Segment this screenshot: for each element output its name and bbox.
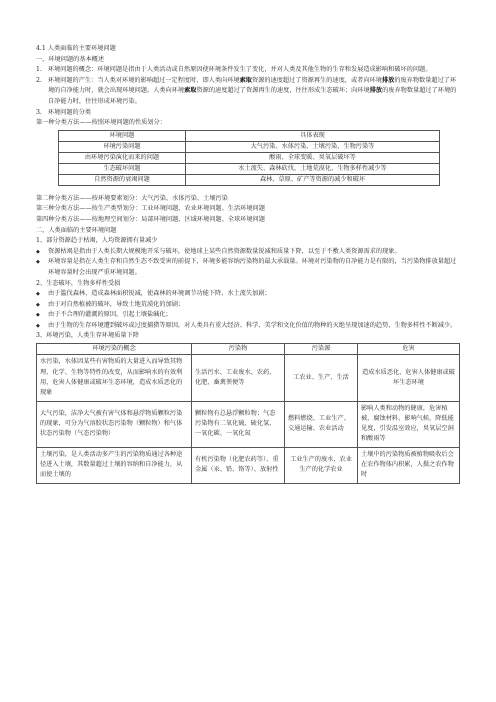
table-row	[59, 152, 440, 163]
keyword: 索取	[184, 87, 197, 95]
problems-table	[58, 130, 440, 186]
table-row	[37, 447, 460, 483]
bullet-item: ◆ 由于滥伐森林，造成森林面积锐减，使森林的环境调节功能下降，水土流失加剧；	[36, 289, 460, 300]
subheading-pollution: 3、环境污染，人类生存环境质量下降	[36, 332, 139, 340]
table-row	[59, 174, 440, 185]
keyword: 排放	[369, 87, 383, 95]
item-text: 的废弃物数量超过了环境的自净能力时，就会出现环境问题。人类向环境	[48, 76, 457, 95]
item-text: 环境问题的分类	[47, 108, 92, 116]
table-cell: 由环境污染演化而来的问题	[59, 152, 186, 163]
table-cell: 造成水质恶化、危害人体健康或破坏生态环境	[358, 355, 460, 401]
table-cell: 生态破坏问题	[59, 163, 186, 174]
table-cell: 森林、草原、矿产等资源的减少和破坏	[186, 174, 440, 185]
heading-main-problems: 二，人类面临的主要环境问题	[36, 226, 117, 234]
table-cell: 燃料燃烧、工业生产、交通运输、农业活动	[285, 401, 358, 447]
classification-1: 第一种分类方法——按照环境问题的性质划分：	[36, 119, 166, 127]
table-header: 环境污染的概念	[37, 344, 192, 355]
item-text: 环境问题的概念：环境问题是指由于人类活动或自然原因使环境条件发生了变化，并对人类及其他生物的生存和发展造成影响和破坏的问题。	[47, 66, 432, 74]
section-title: 4.1 人类面临的主要环境问题	[36, 45, 116, 52]
item-text: 环境问题的产生：当人类对环境的影响超过一定程度时，即人类向环境	[47, 76, 240, 84]
table-cell: 工农业、生产、生活	[285, 355, 358, 401]
table-cell: 水土流失、森林砍伐、土地荒漠化、生物多样性减少等	[186, 163, 440, 174]
table-cell: 颗粒物有总悬浮颗粒物；气态污染物有二氧化硫、硫化氢、一氧化碳、一氧化氮	[192, 401, 285, 447]
keyword: 索取	[239, 76, 252, 84]
item-origin	[36, 76, 460, 108]
table-header: 环境问题	[59, 130, 186, 141]
item-concept	[36, 65, 460, 76]
heading-overview: 一，环境问题的基本概述	[36, 55, 105, 63]
subheading-resources: 1、部分资源趋于枯竭，人均资源拥有量减少	[36, 237, 158, 245]
classification-3: 第三种分类方法——按生产类型划分：工业环境问题、农业环境问题、生活环境问题	[36, 205, 265, 213]
item-text: 资源的速度超过了资源再生的速度，或者向环境	[252, 76, 382, 84]
table-cell: 大气污染，洁净大气被有害气体和悬浮物质颗粒污染的现象，可分为气溶胶状态污染物（颗粒物）和气体状态污染物（气态污染物）	[37, 401, 192, 447]
bullet-item: ◆ 资源枯竭是指由于人类长期大规模地开采与破坏，使地球上某些自然资源数量锐减和质量下降，以至于不敷人类资源需求的现象。	[36, 247, 460, 258]
classification-4: 第四种分类方法——按地理空间划分：局部环境问题、区域环境问题、全球环境问题	[36, 215, 265, 223]
table-header: 危害	[358, 344, 460, 355]
table-row	[37, 401, 460, 447]
table-cell: 大气污染、水体污染、土壤污染、生物污染等	[186, 141, 440, 152]
bullet-item: ◆ 由于生物的生存环境遭到破坏或过度捕猎等原因，对人类具有重大经济、科学、美学和文化价值的物种的灭绝呈现加速的趋势，生物多样性不断减少。	[36, 321, 460, 332]
table-cell: 土壤中的污染物质被植物吸收后会在农作物体内积累，人摄之农作物时	[358, 447, 460, 483]
classification-2: 第二种分类方法——按环境要素划分：大气污染、水体污染、土壤污染	[36, 194, 228, 202]
table-cell: 影响人类和动物的健康，危害植被，腐蚀材料，影响气候，降低能见度，引发温室效应，臭氧层空洞和酸雨等	[358, 401, 460, 447]
item-classification	[36, 108, 460, 119]
table-cell: 自然资源的衰竭问题	[59, 174, 186, 185]
table-header-row	[59, 130, 440, 141]
table-cell: 生活污水、工业废水、农药、化肥、畜禽粪便等	[192, 355, 285, 401]
table-cell: 工业生产的废水、农业生产的化学农业	[285, 447, 358, 483]
document-page	[36, 44, 460, 484]
table-cell: 酸雨、全球变暖、臭氧层破坏等	[186, 152, 440, 163]
bullet-item: ◆ 由于不合理的灌溉的原因，引起土壤盐碱化；	[36, 310, 460, 321]
keyword: 排放	[381, 76, 395, 84]
table-header-row	[37, 344, 460, 355]
table-cell: 有机污染物（化肥农药等）、重金属（汞、铅、铬等）、放射性	[192, 447, 285, 483]
table-row	[37, 355, 460, 401]
subheading-ecology: 2、生态破坏，生物多样性受损	[36, 279, 121, 287]
table-header: 污染物	[192, 344, 285, 355]
bullet-item: ◆ 环境容量是指在人类生存和自然生态不致受害的前提下，环境多能容纳污染物的最大承载量。环境对污染物的自净能力是有限的，当污染物排放量超过环境容量时会出现严重环境问题。	[36, 257, 460, 278]
item-number: 2.	[36, 76, 42, 84]
table-header: 具体表现	[186, 130, 440, 141]
item-number: 3.	[36, 108, 42, 116]
bullet-item: ◆ 由于对自然植被的破坏，导致土地荒漠化的加剧；	[36, 300, 460, 311]
item-text: 资源的速度超过了资源再生的速度，往往形成生态破坏；向环境	[196, 87, 370, 95]
table-row	[59, 163, 440, 174]
table-row	[59, 141, 440, 152]
table-cell: 水污染，水体因某些有害物质的大量进入而导致其物理、化学、生物等特性的改变，从而影响水的有效利用，危害人体健康或破坏生态环境，造成水质恶化的现象	[37, 355, 192, 401]
item-number: 1.	[36, 66, 42, 74]
item-text: 的废弃物数量超过了环境的自净能力时，往往形成环境污染。	[48, 87, 457, 105]
table-header: 污染源	[285, 344, 358, 355]
table-cell: 土壤污染，是人类活动多产生的污染物质通过各种途径进入土壤，其数量超过土壤的容纳和自净能力，从而使土壤的	[37, 447, 192, 483]
table-cell: 环境污染问题	[59, 141, 186, 152]
pollution-table	[36, 343, 460, 484]
